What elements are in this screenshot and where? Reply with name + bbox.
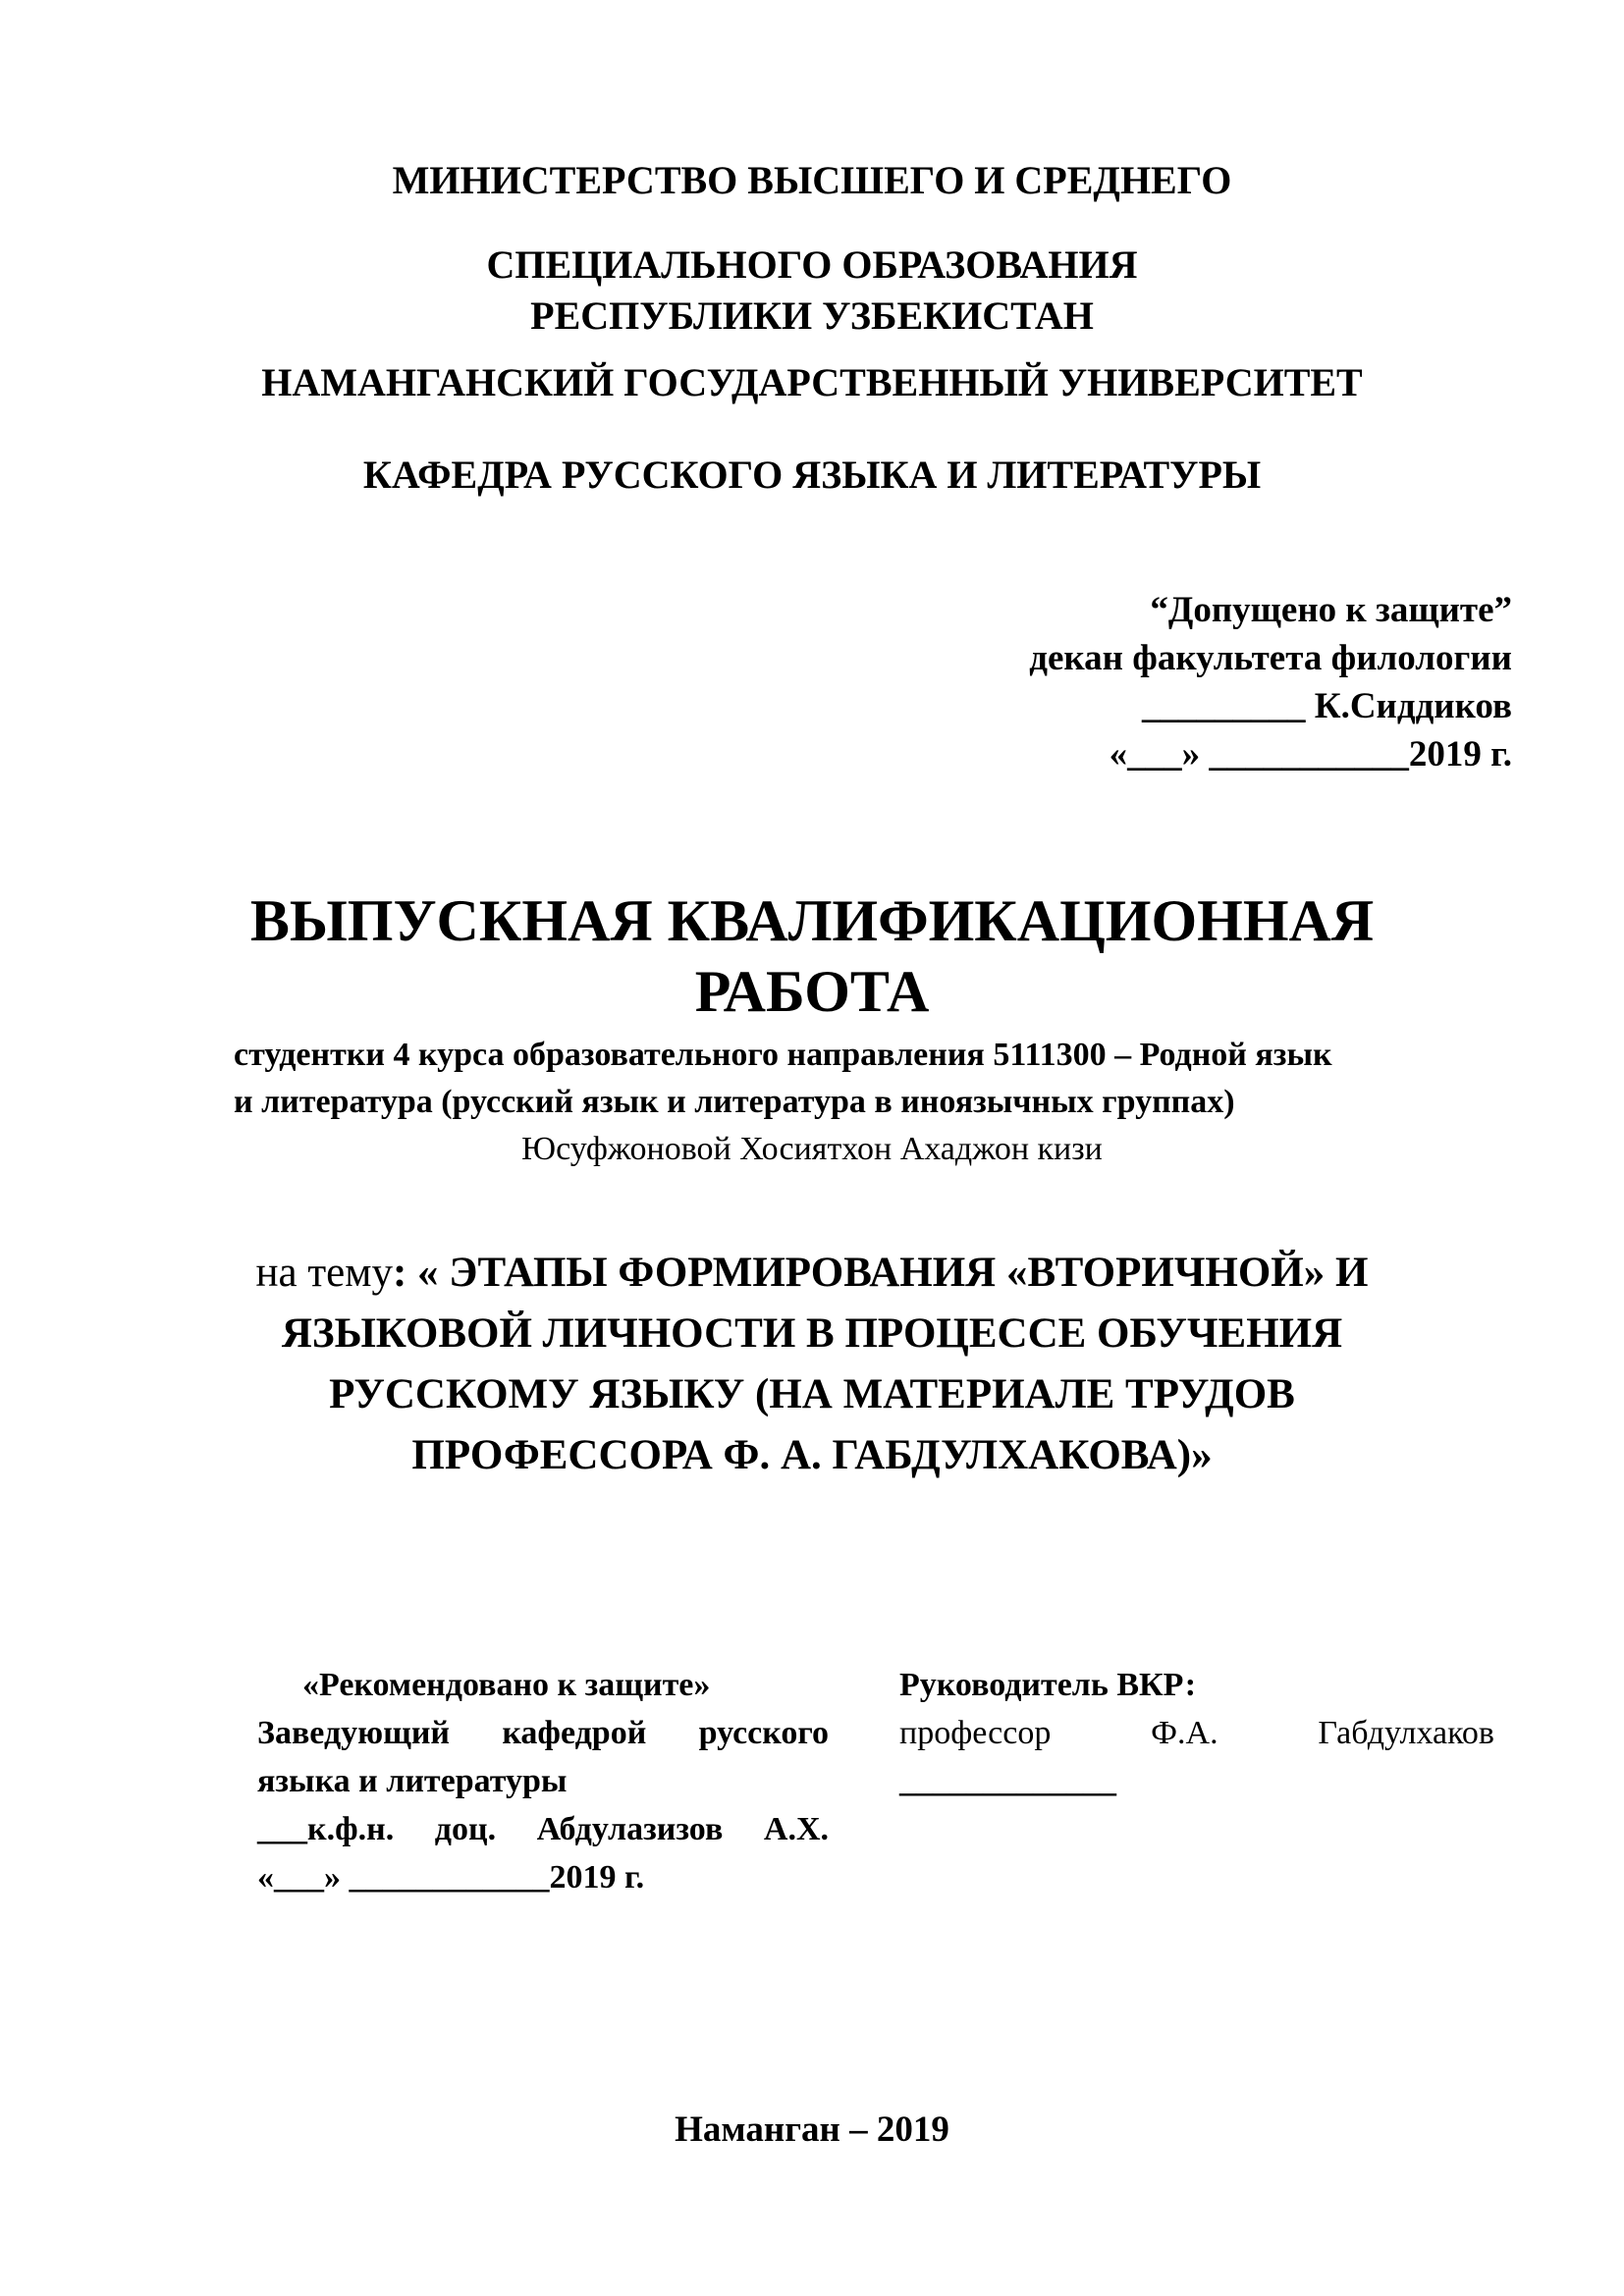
approval-block (1029, 586, 1512, 778)
topic-line-1 (0, 1243, 1624, 1304)
recommended-department: языка и литературы (257, 1763, 568, 1799)
recommended-date: «___» ____________2019 г. (257, 1859, 645, 1896)
recommended-heading: «Рекомендовано к защите» (302, 1667, 711, 1703)
student-line-1: студентки 4 курса образовательного направления 5111300 – Родной язык (234, 1037, 1332, 1073)
approval-position: декан факультета филологии (1029, 638, 1512, 678)
student-name: Юсуфжоновой Хосиятхон Ахаджон кизи (521, 1131, 1103, 1167)
supervisor-signature-line: _____________ (899, 1763, 1116, 1799)
recommended-signature: ___к.ф.н. доц. Абдулазизов А.Х. (257, 1811, 829, 1847)
student-description (234, 1032, 1510, 1126)
topic-text-1: : « ЭТАПЫ ФОРМИРОВАНИЯ «ВТОРИЧНОЙ» И (392, 1250, 1369, 1296)
supervisor-name: профессор Ф.А. Габдулхаков (899, 1715, 1494, 1751)
recommended-position: Заведующий кафедрой русского (257, 1715, 829, 1751)
approval-signature: _________ К.Сиддиков (1141, 686, 1512, 726)
approval-heading: “Допущено к защите” (1150, 590, 1512, 630)
approval-date: «___» ___________2019 г. (1109, 734, 1512, 774)
department-name: КАФЕДРА РУССКОГО ЯЗЫКА И ЛИТЕРАТУРЫ (362, 453, 1262, 497)
place-and-year: Наманган – 2019 (675, 2109, 949, 2150)
ministry-line-3: РЕСПУБЛИКИ УЗБЕКИСТАН (530, 294, 1094, 338)
university-name: НАМАНГАНСКИЙ ГОСУДАРСТВЕННЫЙ УНИВЕРСИТЕТ (261, 360, 1363, 404)
supervisor-label: Руководитель ВКР: (899, 1667, 1197, 1703)
work-title-line-1: ВЫПУСКНАЯ КВАЛИФИКАЦИОННАЯ (249, 888, 1375, 953)
supervisor-block (899, 1661, 1494, 1805)
topic-line-2: ЯЗЫКОВОЙ ЛИЧНОСТИ В ПРОЦЕССЕ ОБУЧЕНИЯ (281, 1310, 1343, 1357)
topic-prefix: на тему (255, 1250, 393, 1296)
work-title-line-2: РАБОТА (694, 959, 930, 1024)
topic-line-4: ПРОФЕССОРА Ф. А. ГАБДУЛХАКОВА)» (411, 1432, 1213, 1478)
topic-line-3: РУССКОМУ ЯЗЫКУ (НА МАТЕРИАЛЕ ТРУДОВ (329, 1371, 1295, 1417)
ministry-line-1: МИНИСТЕРСТВО ВЫСШЕГО И СРЕДНЕГО (392, 158, 1232, 202)
ministry-line-2: СПЕЦИАЛЬНОГО ОБРАЗОВАНИЯ (486, 242, 1138, 287)
student-line-2: и литература (русский язык и литература в иноязычных группах) (234, 1084, 1235, 1120)
recommended-block (257, 1661, 829, 1901)
